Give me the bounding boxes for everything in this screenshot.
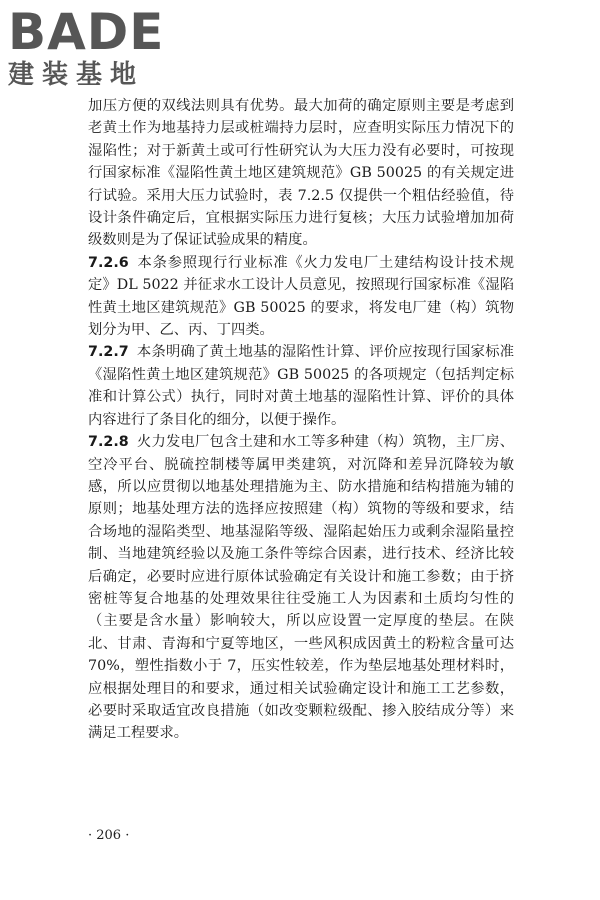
paragraph-continued — [88, 95, 514, 252]
body-text — [88, 95, 514, 745]
paragraph-text: 本条参照现行行业标准《火力发电厂土建结构设计技术规定》DL 5022 并征求水工设计人员意见，按照现行国家标准《湿陷性黄土地区建筑规范》GB 50025 的要求，将发电厂建（构）筑物划分为甲、乙、丙、丁四类。 — [88, 254, 514, 339]
logo-mark: BADE — [8, 3, 165, 61]
paragraph-text: 火力发电厂包含土建和水工等多种建（构）筑物，主厂房、空冷平台、脱硫控制楼等属甲类建筑，对沉降和差异沉降较为敏感，所以应贯彻以地基处理措施为主、防水措施和结构措施为辅的原则；地基处理方法的选择应按照建（构）筑物的等级和要求，结合场地的湿陷类型、地基湿陷等级、湿陷起始压力或剩余湿陷量控制、当地建筑经验以及施工条件等综合因素，进行技术、经济比较后确定，必要时应进行原体试验确定有关设计和施工参数；由于挤密桩等复合地基的处理效果往往受施工人为因素和土质均匀性的（主要是含水量）影响较大，所以应设置一定厚度的垫层。在陕北、甘肃、青海和宁夏等地区，一些风积成因黄土的粉粒含量可达70%，塑性指数小于 7，压实性较差，作为垫层地基处理材料时，应根据处理目的和要求，通过相关试验确定设计和施工工艺参数，必要时采取适宜改良措施（如改变颗粒级配、掺入胶结成分等）来满足工程要求。 — [88, 434, 514, 742]
clause-number: 7.2.8 — [88, 434, 129, 451]
clause-number: 7.2.6 — [88, 254, 129, 271]
bade-logo — [8, 4, 178, 96]
clause-7-2-8 — [88, 431, 514, 745]
clause-number: 7.2.7 — [88, 344, 129, 361]
clause-7-2-7 — [88, 341, 514, 431]
paragraph-text: 加压方便的双线法则具有优势。最大加荷的确定原则主要是考虑到老黄土作为地基持力层或桩端持力层时，应查明实际压力情况下的湿陷性；对于新黄土或可行性研究认为大压力没有必要时，可按现行国家标准《湿陷性黄土地区建筑规范》GB 50025 的有关规定进行试验。采用大压力试验时，表 7.2.5 仅提供一个粗估经验值，待设计条件确定后，宜根据实际压力进行复核；大压力试验增加加荷级数则是为了保证试验成果的精度。 — [88, 98, 514, 249]
page-number: · 206 · — [88, 828, 130, 843]
paragraph-text: 本条明确了黄土地基的湿陷性计算、评价应按现行国家标准《湿陷性黄土地区建筑规范》GB 50025 的各项规定（包括判定标准和计算公式）执行，同时对黄土地基的湿陷性计算、评价的具体内容进行了条目化的细分，以便于操作。 — [88, 344, 514, 428]
logo-subtitle: 建装基地 — [8, 60, 145, 90]
clause-7-2-6 — [88, 252, 514, 342]
